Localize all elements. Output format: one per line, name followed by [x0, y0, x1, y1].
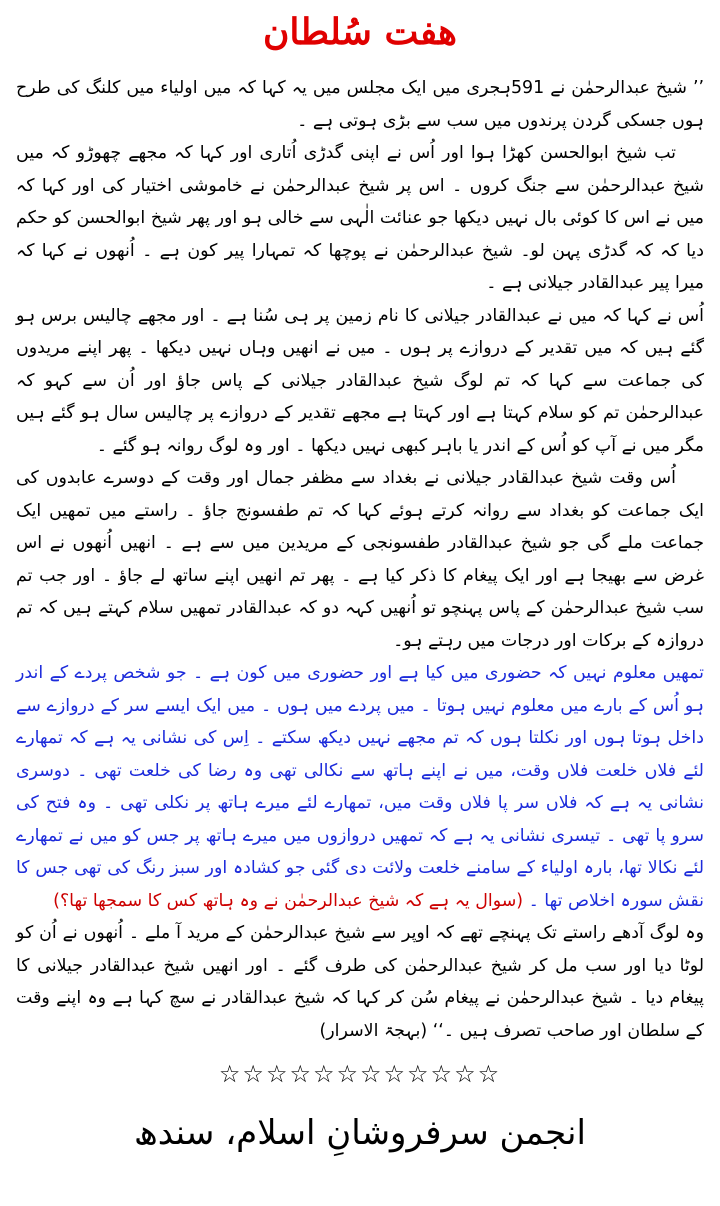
paragraph-4: اُس وقت شیخ عبدالقادر جیلانی نے بغداد سے مظفر جمال اور وقت کے دوسرے عابدوں کی ایک جماعت کو بغداد سے روانہ کرتے ہوئے کہا کہ تم طفسونج جاؤ ۔ راستے میں تمھیں ایک جماعت ملے گی جو شیخ عبدالقادر طفسونجی کے مریدین میں سے ہے ۔ انھیں اُنھوں نے اس غرض سے بھیجا ہے اور ایک پیغام کا ذکر کیا ہے ۔ پھر تم انھیں اپنے ساتھ لے جاؤ ۔ اور جب تم سب شیخ عبدالرحمٰن کے پاس پہنچو تو اُنھیں کہہ دو کہ عبدالقادر تمھیں سلام کہتے ہیں کہ تم دروازہ کے برکات اور درجات میں رہتے ہو۔: [16, 468, 704, 651]
star-divider: ☆☆☆☆☆☆☆☆☆☆☆☆: [218, 1060, 502, 1088]
blue-message-text: تمھیں معلوم نہیں کہ حضوری میں کیا ہے اور حضوری میں کون ہے ۔ جو شخص پردے کے اندر ہو اُس کے بارے میں معلوم نہیں ہوتا ۔ میں پردے میں ہوں ۔ میں ایک ایسے سر کے دروازے سے داخل ہوتا ہوں اور نکلتا ہوں کہ تم مجھے نہیں دیکھ سکتے ۔ اِس کی نشانی یہ ہے کہ تمھارے لئے فلاں خلعت فلاں وقت، میں نے اپنے ہاتھ سے نکالی تھی وہ رضا کی خلعت تھی ۔ دوسری نشانی یہ ہے کہ فلاں سر پا فلاں وقت میں، تمھارے لئے میرے ہاتھ پر نکلی تھی ۔ وہ فتح کی سرو پا تھی ۔ تیسری نشانی یہ ہے کہ تمھیں دروازوں میں میرے ہاتھ پر جس کو میں نے تمھارے لئے نکالا تھا، بارہ اولیاء کے سامنے خلعت ولائت دی گئی جو کشادہ اور سبز رنگ کی تھی جس کا نقش سورہ اخلاص تھا ۔: [16, 663, 704, 911]
paragraph-3: اُس نے کہا کہ میں نے عبدالقادر جیلانی کا نام زمین پر ہی سُنا ہے ۔ اور مجھے چالیس برس ہو گئے ہیں کہ میں تقدیر کے دروازے پر ہوں ۔ میں نے انھیں وہاں نہیں دیکھا ۔ پھر اپنے مریدوں کی جماعت سے کہا کہ تم لوگ شیخ عبدالقادر جیلانی کے پاس جاؤ اور اُن سے کہو کہ عبدالرحمٰن تم کو سلام کہتا ہے اور کہتا ہے مجھے تقدیر کے دروازے پر چالیس سال ہو گئے ہیں مگر میں نے آپ کو اُس کے اندر یا باہر کبھی نہیں دیکھا ۔ اور وہ لوگ روانہ ہو گئے ۔: [16, 305, 704, 456]
closing-paragraph: وہ لوگ آدھے راستے تک پہنچے تھے کہ اوپر سے شیخ عبدالرحمٰن کے مرید آ ملے ۔ اُنھوں نے اُن کو لوٹا دیا اور سب مل کر شیخ عبدالرحمٰن کی طرف گئے ۔ اور انھیں شیخ عبدالقادر جیلانی کا پیغام دیا ۔ شیخ عبدالرحمٰن نے پیغام سُن کر کہا کہ شیخ عبدالقادر نے سچ کہا ہے وہ اپنے وقت کے سلطان اور صاحب تصرف ہیں ۔‘‘ (بہجۃ الاسرار): [16, 923, 704, 1041]
organization-name: انجمن سرفروشانِ اسلام، سندھ: [134, 1113, 586, 1153]
document-page: [0, 6, 720, 1206]
red-question-note: (سوال یہ ہے کہ شیخ عبدالرحمٰن نے وہ ہاتھ کس کا سمجھا تھا؟): [53, 890, 524, 911]
paragraph-1: ’’ شیخ عبدالرحمٰن نے 591ہجری میں ایک مجلس میں یہ کہا کہ میں اولیاء میں کلنگ کی طرح ہوں جسکی گردن پرندوں میں سب سے بڑی ہوتی ہے ۔: [16, 78, 705, 131]
page-title: هفت سُلطان: [262, 11, 458, 53]
article-body: [16, 72, 704, 1047]
paragraph-2: تب شیخ ابوالحسن کھڑا ہوا اور اُس نے اپنی گدڑی اُتاری اور کہا کہ مجھے چھوڑو کہ میں شیخ عبدالرحمٰن سے جنگ کروں ۔ اس پر شیخ عبدالرحمٰن نے خاموشی اختیار کی اور کہا کہ میں نے اس کا کوئی بال نہیں دیکھا جو عنائت الٰہی سے خالی ہو اور پھر شیخ ابوالحسن کو حکم دیا کہ کہ گدڑی پہن لو۔ شیخ عبدالرحمٰن نے پوچھا کہ تمہارا پیر کون ہے ۔ اُنھوں نے کہا کہ میرا پیر عبدالقادر جیلانی ہے ۔: [16, 143, 704, 293]
blue-message-paragraph: [16, 657, 704, 917]
